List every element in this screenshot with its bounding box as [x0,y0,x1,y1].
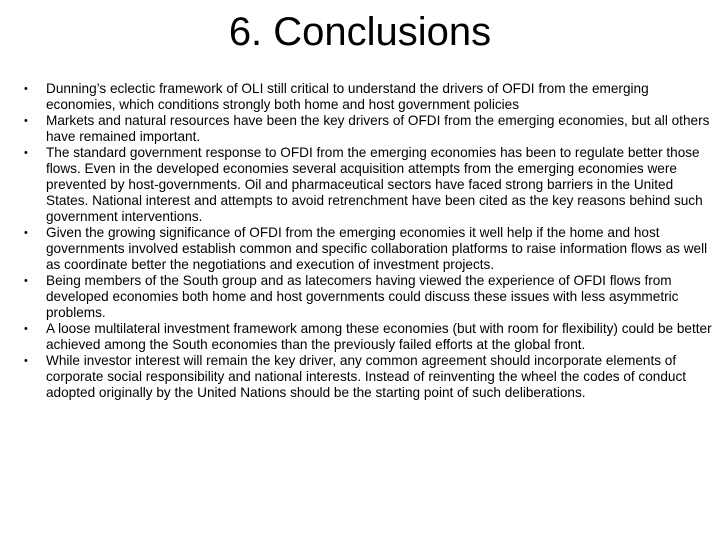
bullet-icon: • [24,275,28,287]
bullet-text: Given the growing significance of OFDI from the emerging economies it well help if the home and host governments involved establish common and specific collaboration platforms to raise information flows as well as coordinate better the negotiations and execution of investment projects. [46,225,708,272]
slide-title: 6. Conclusions [228,10,492,54]
bullet-item [24,145,714,225]
bullet-text: Markets and natural resources have been the key drivers of OFDI from the emerging economies, but all others have remained important. [46,113,710,144]
bullet-icon: • [24,323,28,335]
bullet-icon: • [24,83,28,95]
bullet-item [24,225,714,273]
bullet-text: While investor interest will remain the key driver, any common agreement should incorporate elements of corporate social responsibility and national interests. Instead of reinventing the wheel the codes of conduct adopted originally by the United Nations should be the starting point of such deliberations. [46,353,687,400]
bullet-icon: • [24,227,28,239]
bullet-text: The standard government response to OFDI from the emerging economies has been to regulate better those flows. Even in the developed economies several acquisition attempts from the emerging economies were prevented by host-governments. Oil and pharmaceutical sectors have faced strong barriers in the United States. National interest and attempts to avoid retrenchment have been cited as the key reasons behind such government interventions. [46,145,703,224]
bullet-icon: • [24,355,28,367]
bullet-item [24,81,714,113]
bullet-text: A loose multilateral investment framework among these economies (but with room for flexibility) could be better achieved among the South economies than the previously failed efforts at the global front. [46,321,712,352]
bullet-item [24,353,714,401]
bullet-item [24,113,714,145]
bullet-text: Dunning’s eclectic framework of OLI still critical to understand the drivers of OFDI from the emerging economies, which conditions strongly both home and host government policies [46,81,649,112]
bullet-icon: • [24,147,28,159]
bullet-item [24,273,714,321]
bullet-text: Being members of the South group and as latecomers having viewed the experience of OFDI flows from developed economies both home and host governments could discuss these issues with less asymmetric problems. [46,273,679,320]
bullet-icon: • [24,115,28,127]
bullet-list [24,81,714,401]
bullet-item [24,321,714,353]
